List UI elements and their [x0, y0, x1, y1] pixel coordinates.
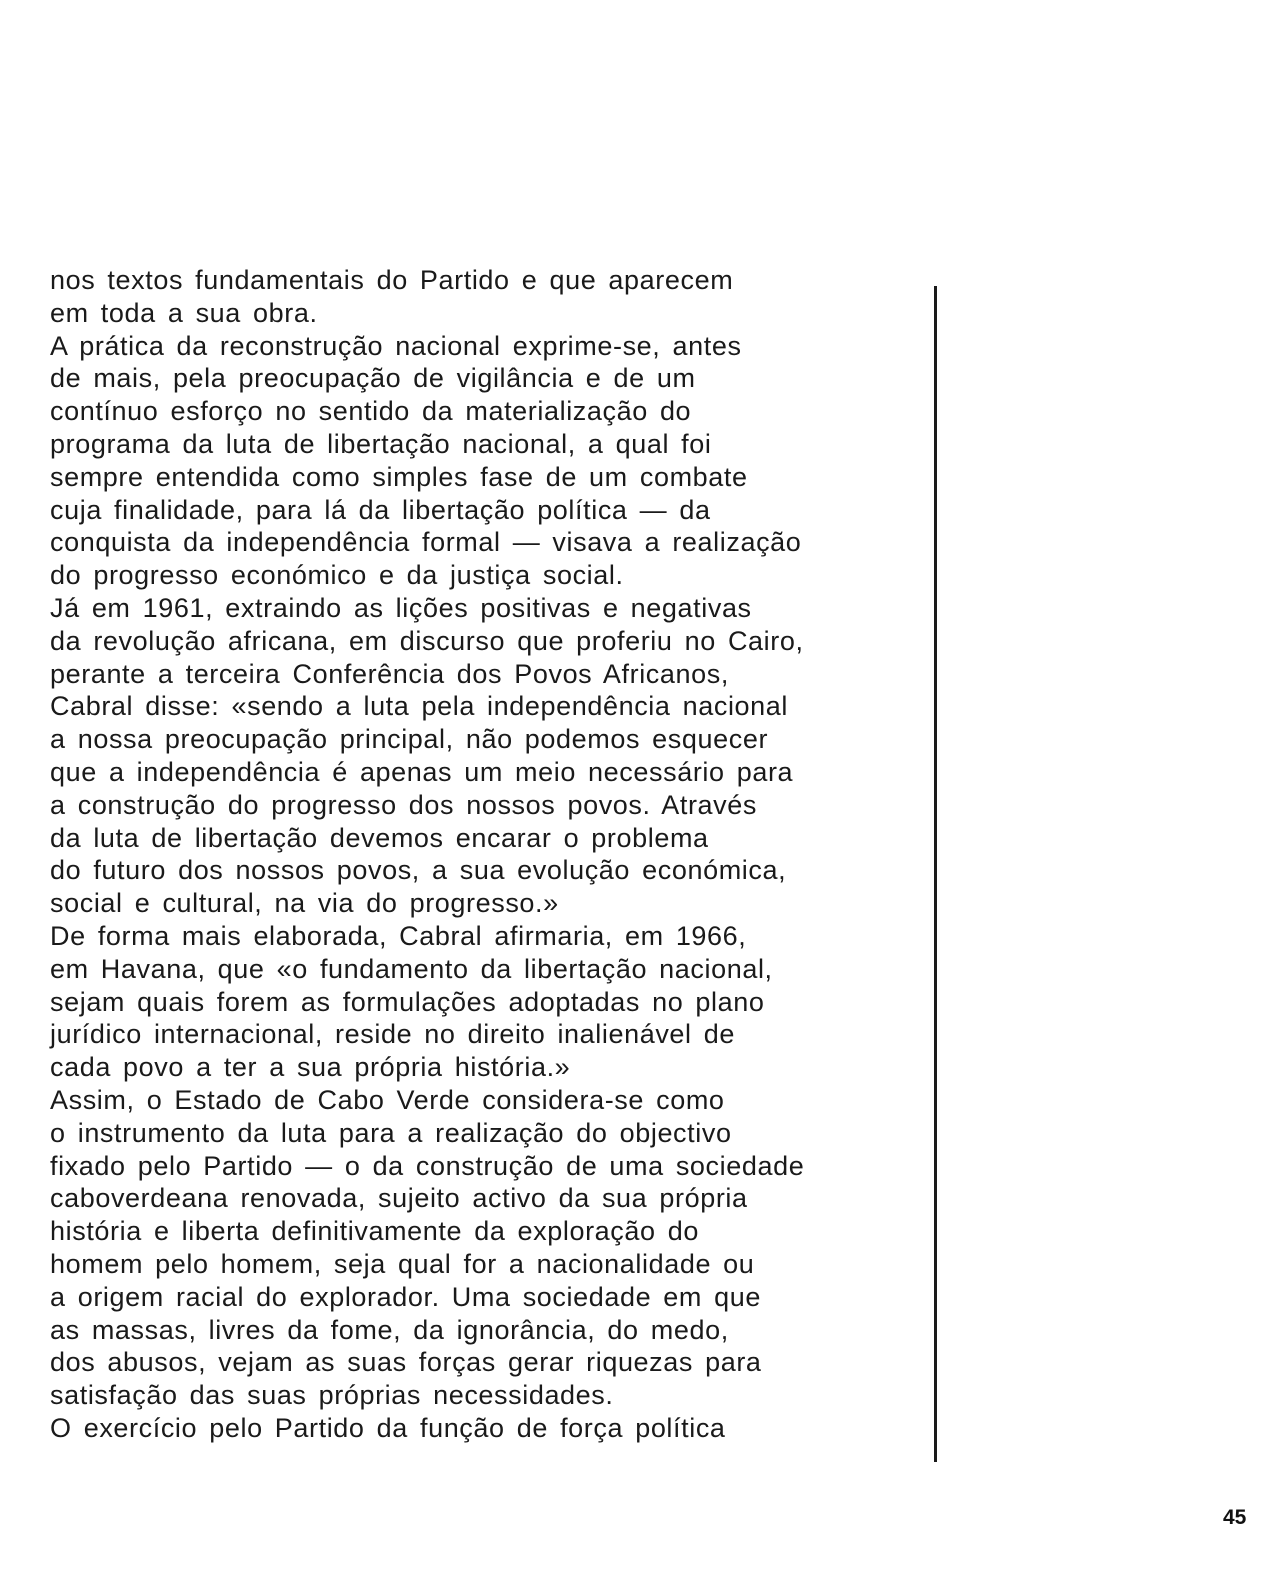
text-line: em Havana, que «o fundamento da libertação nacional,	[50, 953, 773, 984]
text-line: as massas, livres da fome, da ignorância, do medo,	[50, 1314, 729, 1345]
text-line: do progresso económico e da justiça social.	[50, 560, 624, 591]
text-line: em toda a sua obra.	[50, 297, 318, 328]
text-line: De forma mais elaborada, Cabral afirmaria, em 1966,	[50, 920, 747, 951]
text-line: perante a terceira Conferência dos Povos Africanos,	[50, 658, 729, 689]
margin-rule	[934, 286, 937, 1462]
text-line: cuja finalidade, para lá da libertação política — da	[50, 494, 711, 525]
text-line: O exercício pelo Partido da função de força política	[50, 1412, 726, 1443]
body-text	[50, 264, 920, 1445]
text-line: caboverdeana renovada, sujeito activo da sua própria	[50, 1183, 748, 1214]
text-line: social e cultural, na via do progresso.»	[50, 888, 559, 919]
text-line: sejam quais forem as formulações adoptadas no plano	[50, 986, 765, 1017]
text-line: cada povo a ter a sua própria história.»	[50, 1052, 571, 1083]
text-line: Assim, o Estado de Cabo Verde considera-se como	[50, 1084, 725, 1115]
text-line: contínuo esforço no sentido da materialização do	[50, 396, 692, 427]
text-line: que a independência é apenas um meio necessário para	[50, 756, 794, 787]
text-line: do futuro dos nossos povos, a sua evolução económica,	[50, 855, 787, 886]
text-line: A prática da reconstrução nacional exprime-se, antes	[50, 330, 742, 361]
text-line: Já em 1961, extraindo as lições positivas e negativas	[50, 592, 752, 623]
page-number: 45	[1223, 1506, 1247, 1529]
text-line: de mais, pela preocupação de vigilância e de um	[50, 363, 696, 394]
text-line: história e liberta definitivamente da exploração do	[50, 1216, 699, 1247]
text-line: a construção do progresso dos nossos povos. Através	[50, 789, 757, 820]
text-line: o instrumento da luta para a realização do objectivo	[50, 1117, 732, 1148]
text-line: sempre entendida como simples fase de um combate	[50, 461, 748, 492]
text-line: satisfação das suas próprias necessidades.	[50, 1380, 614, 1411]
text-line: da luta de libertação devemos encarar o problema	[50, 822, 709, 853]
text-line: jurídico internacional, reside no direito inalienável de	[50, 1019, 735, 1050]
text-line: homem pelo homem, seja qual for a nacionalidade ou	[50, 1248, 755, 1279]
text-line: dos abusos, vejam as suas forças gerar riquezas para	[50, 1347, 762, 1378]
text-line: a nossa preocupação principal, não podemos esquecer	[50, 724, 769, 755]
text-line: conquista da independência formal — visava a realização	[50, 527, 802, 558]
text-line: nos textos fundamentais do Partido e que aparecem	[50, 265, 734, 295]
text-line: Cabral disse: «sendo a luta pela independência nacional	[50, 691, 788, 722]
text-line: da revolução africana, em discurso que proferiu no Cairo,	[50, 625, 804, 656]
text-line: programa da luta de libertação nacional, a qual foi	[50, 428, 712, 459]
text-line: a origem racial do explorador. Uma sociedade em que	[50, 1281, 761, 1312]
text-line: fixado pelo Partido — o da construção de uma sociedade	[50, 1150, 805, 1181]
